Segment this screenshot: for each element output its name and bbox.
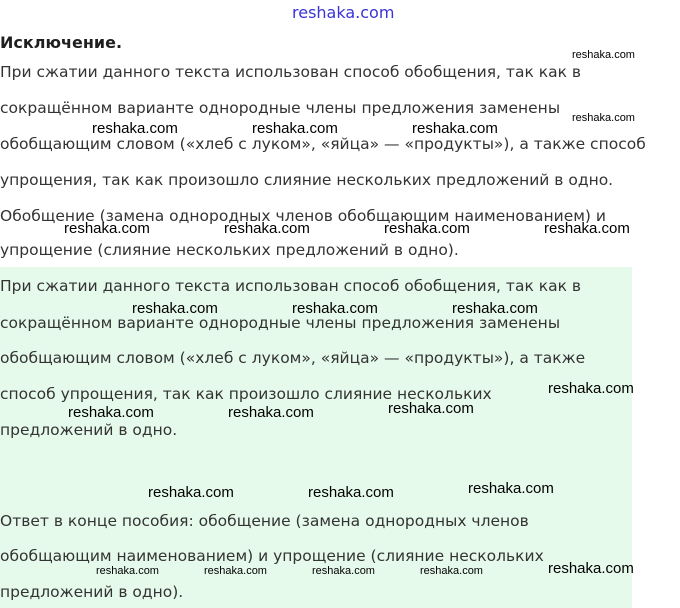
watermark: reshaka.com — [308, 484, 394, 501]
watermark: reshaka.com — [64, 220, 150, 237]
watermark: reshaka.com — [224, 220, 310, 237]
watermark: reshaka.com — [204, 565, 267, 577]
watermark: reshaka.com — [132, 300, 218, 317]
text-line: предложений в одно. — [0, 421, 178, 439]
watermark: reshaka.com — [92, 120, 178, 137]
watermark: reshaka.com — [572, 112, 635, 124]
watermark: reshaka.com — [548, 380, 634, 397]
watermark: reshaka.com — [148, 484, 234, 501]
watermark: reshaka.com — [228, 404, 314, 421]
answer-line: обобщающим наименованием) и упрощение (слияние нескольких — [0, 547, 544, 565]
watermark: reshaka.com — [548, 560, 634, 577]
text-line: упрощения, так как произошло слияние нескольких предложений в одно. — [0, 171, 614, 189]
watermark: reshaka.com — [252, 120, 338, 137]
watermark: reshaka.com — [468, 480, 554, 497]
watermark: reshaka.com — [384, 220, 470, 237]
text-line: сокращённом варианте однородные члены предложения заменены — [0, 314, 561, 332]
watermark: reshaka.com — [388, 400, 474, 417]
answer-line: Ответ в конце пособия: обобщение (замена однородных членов — [0, 512, 529, 530]
text-line: сокращённом варианте однородные члены предложения заменены — [0, 99, 561, 117]
text-line: способ упрощения, так как произошло слияние нескольких — [0, 385, 492, 403]
text-line: обобщающим словом («хлеб с луком», «яйца» — «продукты»), а также — [0, 349, 586, 367]
watermark: reshaka.com — [420, 565, 483, 577]
site-link[interactable]: reshaka.com — [292, 3, 395, 22]
watermark: reshaka.com — [412, 120, 498, 137]
watermark: reshaka.com — [96, 565, 159, 577]
watermark: reshaka.com — [68, 404, 154, 421]
watermark: reshaka.com — [292, 300, 378, 317]
text-line: При сжатии данного текста использован способ обобщения, так как в — [0, 277, 582, 295]
watermark: reshaka.com — [452, 300, 538, 317]
text-line: При сжатии данного текста использован способ обобщения, так как в — [0, 63, 582, 81]
text-line: обобщающим словом («хлеб с луком», «яйца» — «продукты»), а также способ — [0, 135, 646, 153]
watermark: reshaka.com — [572, 49, 635, 61]
text-line: упрощение (слияние нескольких предложений в одно). — [0, 241, 459, 259]
watermark: reshaka.com — [544, 220, 630, 237]
text-line: Обобщение (замена однородных членов обобщающим наименованием) и — [0, 207, 606, 225]
section-heading: Исключение. — [0, 33, 123, 52]
answer-line: предложений в одно). — [0, 583, 184, 601]
watermark: reshaka.com — [312, 565, 375, 577]
